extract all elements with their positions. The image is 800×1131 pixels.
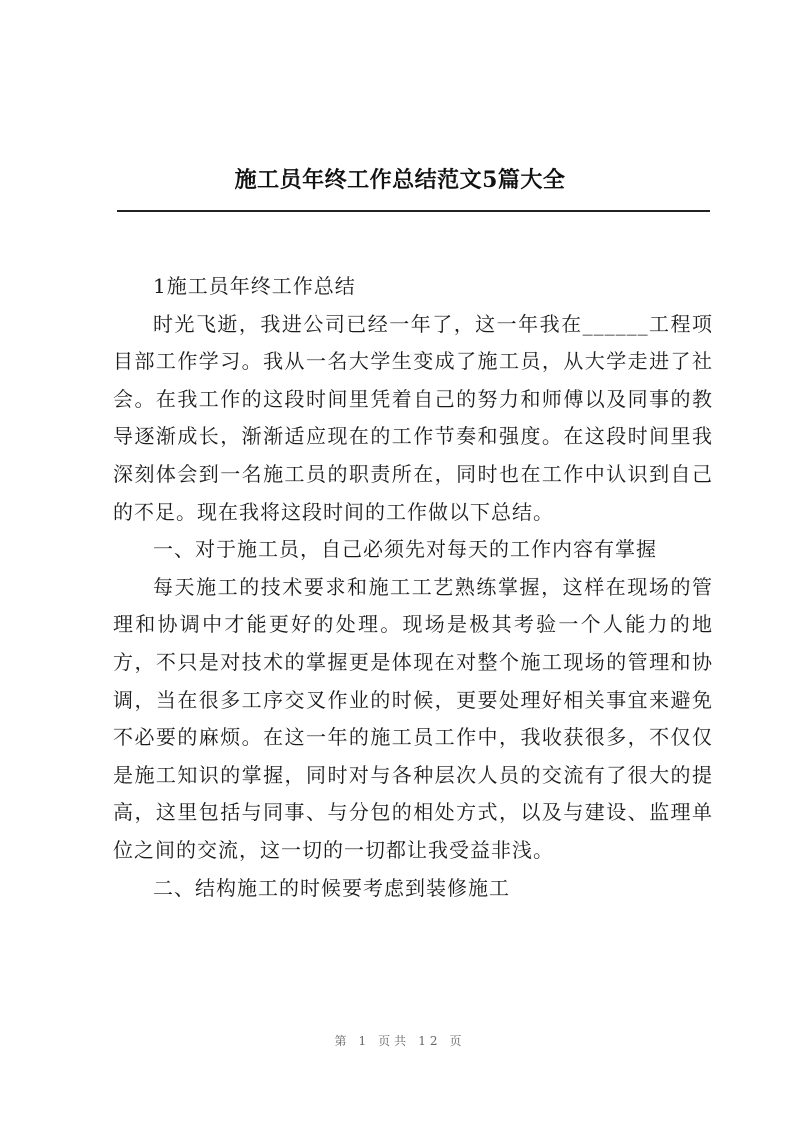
section-heading-2: 一、对于施工员，自己必须先对每天的工作内容有掌握: [153, 537, 657, 562]
footer-mid: 页共: [378, 1034, 411, 1048]
document-title: 施工员年终工作总结范文5篇大全: [234, 167, 566, 193]
page-footer: [0, 1032, 800, 1049]
footer-total-pages: 12: [418, 1034, 442, 1048]
section-heading-3: 二、结构施工的时候要考虑到装修施工: [153, 875, 510, 900]
document-body: [113, 268, 713, 907]
body-paragraph-1: 时光飞逝，我进公司已经一年了，这一年我在______工程项目部工作学习。我从一名大学生变成了施工员，从大学走进了社会。在我工作的这段时间里凭着自己的努力和师傅以及同事的教导逐渐成长，渐渐适应现在的工作节奏和强度。在这段时间里我深刻体会到一名施工员的职责所在，同时也在工作中认识到自己的不足。现在我将这段时间的工作做以下总结。: [113, 311, 713, 524]
footer-page-number: 1: [358, 1034, 371, 1048]
footer-prefix: 第: [334, 1034, 351, 1048]
title-underline: [117, 210, 710, 212]
body-paragraph-2: 每天施工的技术要求和施工工艺熟练掌握，这样在现场的管理和协调中才能更好的处理。现场是极其考验一个人能力的地方，不只是对技术的掌握更是体现在对整个施工现场的管理和协调，当在很多工序交叉作业的时候，更要处理好相关事宜来避免不必要的麻烦。在这一年的施工员工作中，我收获很多，不仅仅是施工知识的掌握，同时对与各种层次人员的交流有了很大的提高，这里包括与同事、与分包的相处方式，以及与建设、监理单位之间的交流，这一切的一切都让我受益非浅。: [113, 574, 713, 862]
footer-suffix: 页: [449, 1034, 466, 1048]
section-heading-1: 1施工员年终工作总结: [153, 274, 356, 298]
